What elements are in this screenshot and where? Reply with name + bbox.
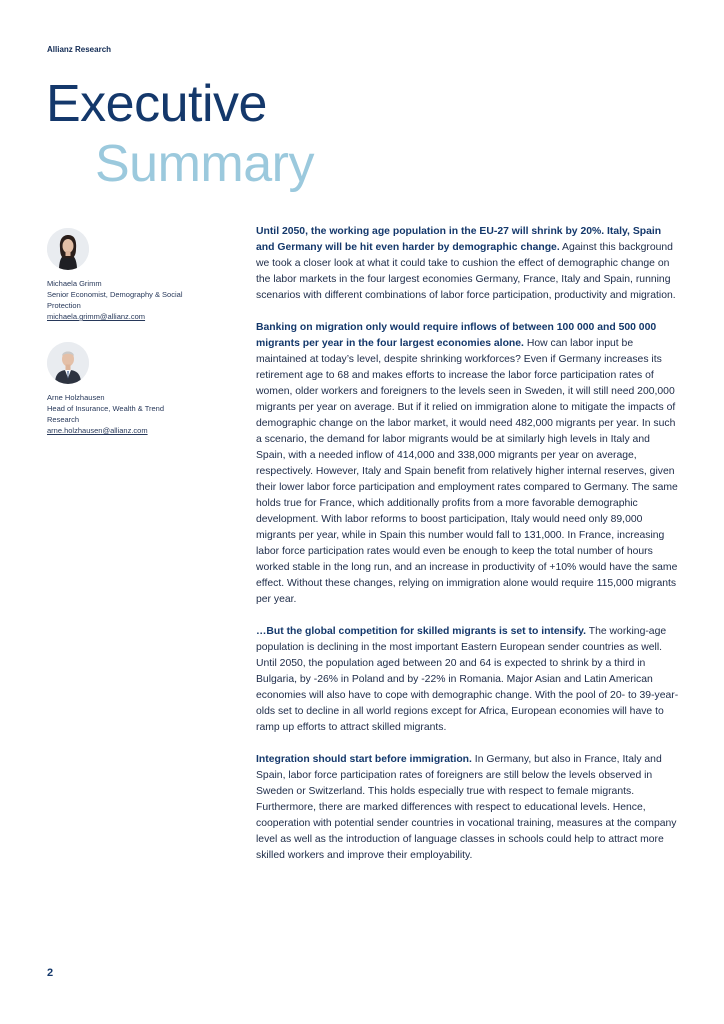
brand-label: Allianz Research: [47, 45, 112, 54]
author-role: Senior Economist, Demography & Social Protection: [47, 290, 183, 310]
page-title-line2: Summary: [95, 135, 314, 193]
page-title-line1: Executive: [46, 75, 267, 133]
paragraph-lead: Integration should start before immigration.: [256, 754, 472, 765]
avatar-man-icon: [47, 342, 89, 384]
summary-paragraph: [256, 624, 679, 736]
summary-body: [256, 224, 679, 880]
author-photo: [47, 342, 89, 384]
page-number: 2: [47, 967, 54, 979]
author-photo: [47, 228, 89, 270]
summary-paragraph: [256, 752, 679, 864]
summary-paragraph: [256, 320, 679, 608]
paragraph-lead: …But the global competition for skilled migrants is set to intensify.: [256, 626, 587, 637]
author-card: [47, 342, 197, 436]
paragraph-text: The working-age population is declining in the most important Eastern European sender countries as well. Until 2050, the population aged between 20 and 64 is expected to shrink by a third in Bulgaria, by -26% in Poland and by -22% in Romania. Major Asian and Latin American economies will also have to cope with demographic change. With the pool of 20- to 39-year-olds set to decline in all world regions except for Africa, European economies will have to ramp up efforts to attract skilled migrants.: [256, 626, 679, 733]
author-email-link[interactable]: michaela.grimm@allianz.com: [47, 312, 146, 321]
author-name: Arne Holzhausen: [47, 393, 105, 402]
paragraph-text: Against this background we took a closer look at what it could take to cushion the effect of demographic change on the labor markets in the four largest economies Germany, France, Italy and Spain, running scenarios with different combinations of labor force participation, productivity and migration.: [256, 242, 676, 301]
paragraph-text: In Germany, but also in France, Italy and Spain, labor force participation rates of foreigners are still below the levels observed in Sweden or Switzerland. This holds especially true with respect to female migrants. Furthermore, there are marked differences with respect to educational levels. Hence, cooperation with potential sender countries in vocational training, measures at the company level as well as the introduction of language classes in schools could help to attract more skilled workers and improve their employability.: [256, 754, 677, 861]
author-role: Head of Insurance, Wealth & Trend Research: [47, 404, 165, 424]
author-email-link[interactable]: arne.holzhausen@allianz.com: [47, 426, 148, 435]
paragraph-text: How can labor input be maintained at today’s level, despite shrinking workforces? Even if Germany increases its retirement age to 68 and makes efforts to increase the labor force participation rates of women, older workers and foreigners to the levels seen in Sweden, it will still need 200,000 migrants per year on average. But if it relied on immigration alone to mitigate the impacts of demographic change on the labor market, it would need 482,000 migrants per year. In such a scenario, the demand for labor migrants would be at similarly high levels in Italy and Spain, with a needed inflow of 414,000 and 338,000 migrants per year on average, respectively. However, Italy and Spain benefit from relatively higher internal reserves, given their lower labor force participation and employment rates compared to Germany. The same holds true for France, which additionally profits from a more favorable demographic development. With labor reforms to boost participation, Italy would need only 89,000 migrants per year, while in Spain this number would fall to 131,000. In France, increasing labor force participation rates would even be enough to keep the total number of hours worked stable in the long run, and an increase in productivity of +10% would have the same effect. Without these changes, relying on immigration alone would require 115,000 migrants per year.: [256, 338, 678, 605]
summary-paragraph: [256, 224, 679, 304]
author-name: Michaela Grimm: [47, 279, 102, 288]
author-card: [47, 228, 197, 322]
paragraph-lead: Banking on migration only would require inflows of between 100 000 and 500 000 migrants per year in the four largest economies alone.: [256, 322, 657, 349]
paragraph-lead: Until 2050, the working age population in the EU-27 will shrink by 20%. Italy, Spain and Germany will be hit even harder by demographic change.: [256, 226, 662, 253]
avatar-woman-icon: [47, 228, 89, 270]
